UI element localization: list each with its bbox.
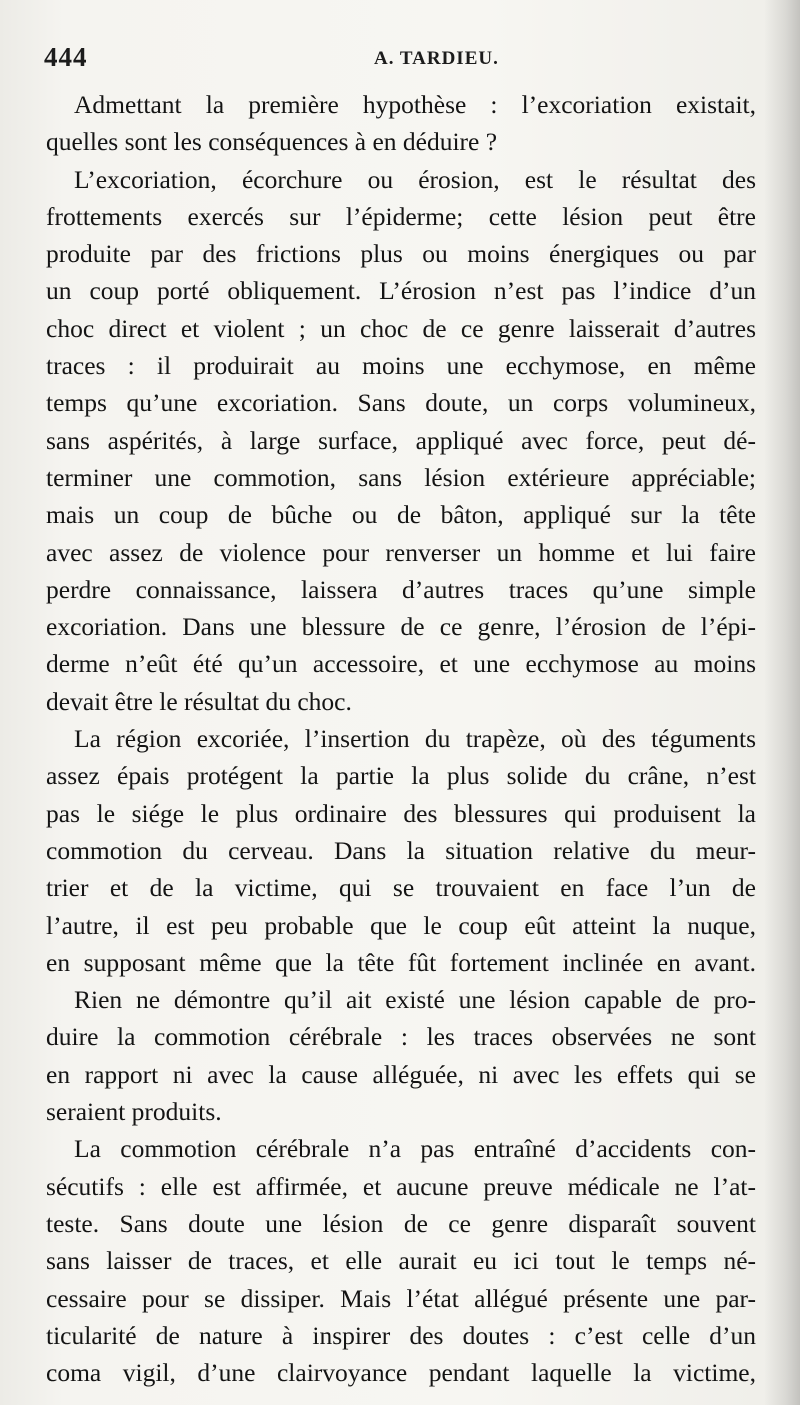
text-line: frottements exercés sur l’épiderme; cette lésion peut être	[46, 201, 756, 231]
text-line: sécutifs : elle est affirmée, et aucune preuve médicale ne l’at-	[46, 1171, 756, 1201]
text-line: terminer une commotion, sans lésion extérieure appréciable;	[46, 462, 756, 492]
text-line: excoriation. Dans une blessure de ce genre, l’érosion de l’épi-	[46, 612, 756, 642]
text-line: coma vigil, d’une clairvoyance pendant laquelle la victime,	[46, 1358, 756, 1388]
text-line: seraient produits.	[46, 1097, 222, 1127]
body-text	[46, 86, 756, 1391]
text-line: trier et de la victime, qui se trouvaient en face l’un de	[46, 873, 756, 903]
text-line: devait être le résultat du choc.	[46, 686, 352, 716]
text-line: produite par des frictions plus ou moins énergiques ou par	[46, 239, 756, 269]
text-line: sans laisser de traces, et elle aurait eu ici tout le temps né-	[46, 1246, 756, 1276]
text-line: l’autre, il est peu probable que le coup eût atteint la nuque,	[46, 910, 756, 940]
text-line: avec assez de violence pour renverser un homme et lui faire	[46, 537, 756, 567]
text-line: en supposant même que la tête fût fortement inclinée en avant.	[46, 947, 756, 977]
text-line: duire la commotion cérébrale : les traces observées ne sont	[46, 1022, 756, 1052]
text-line: un coup porté obliquement. L’érosion n’est pas l’indice d’un	[46, 276, 756, 306]
text-line: mais un coup de bûche ou de bâton, appliqué sur la tête	[46, 500, 756, 530]
text-line: Rien ne démontre qu’il ait existé une lésion capable de pro-	[74, 985, 756, 1015]
text-line: derme n’eût été qu’un accessoire, et une ecchymose au moins	[46, 649, 756, 679]
text-line: choc direct et violent ; un choc de ce genre laisserait d’autres	[46, 313, 756, 343]
text-line: commotion du cerveau. Dans la situation relative du meur-	[46, 835, 756, 865]
text-line: perdre connaissance, laissera d’autres traces qu’une simple	[46, 574, 756, 604]
text-line: pas le siége le plus ordinaire des blessures qui produisent la	[46, 798, 756, 828]
text-line: quelles sont les conséquences à en déduire ?	[46, 127, 498, 157]
text-line: cessaire pour se dissiper. Mais l’état allégué présente une par-	[46, 1283, 756, 1313]
text-line: teste. Sans doute une lésion de ce genre disparaît souvent	[46, 1208, 756, 1238]
text-line: ticularité de nature à inspirer des doutes : c’est celle d’un	[46, 1320, 756, 1350]
text-line: L’excoriation, écorchure ou érosion, est le résultat des	[74, 164, 756, 194]
page-header	[44, 42, 754, 82]
text-line: en rapport ni avec la cause alléguée, ni avec les effets qui se	[46, 1059, 756, 1089]
text-line: sans aspérités, à large surface, appliqué avec force, peut dé-	[46, 425, 756, 455]
text-line: La région excoriée, l’insertion du trapèze, où des téguments	[74, 724, 756, 754]
page-edge-shadow	[764, 0, 800, 1405]
text-line: traces : il produirait au moins une ecchymose, en même	[46, 351, 756, 381]
text-line: temps qu’une excoriation. Sans doute, un corps volumineux,	[46, 388, 756, 418]
text-line: La commotion cérébrale n’a pas entraîné d’accidents con-	[74, 1134, 756, 1164]
page-number: 444	[44, 42, 88, 72]
text-line: Admettant la première hypothèse : l’excoriation existait,	[74, 90, 756, 119]
text-line: assez épais protégent la partie la plus solide du crâne, n’est	[46, 761, 756, 791]
running-head: A. TARDIEU.	[374, 48, 499, 69]
